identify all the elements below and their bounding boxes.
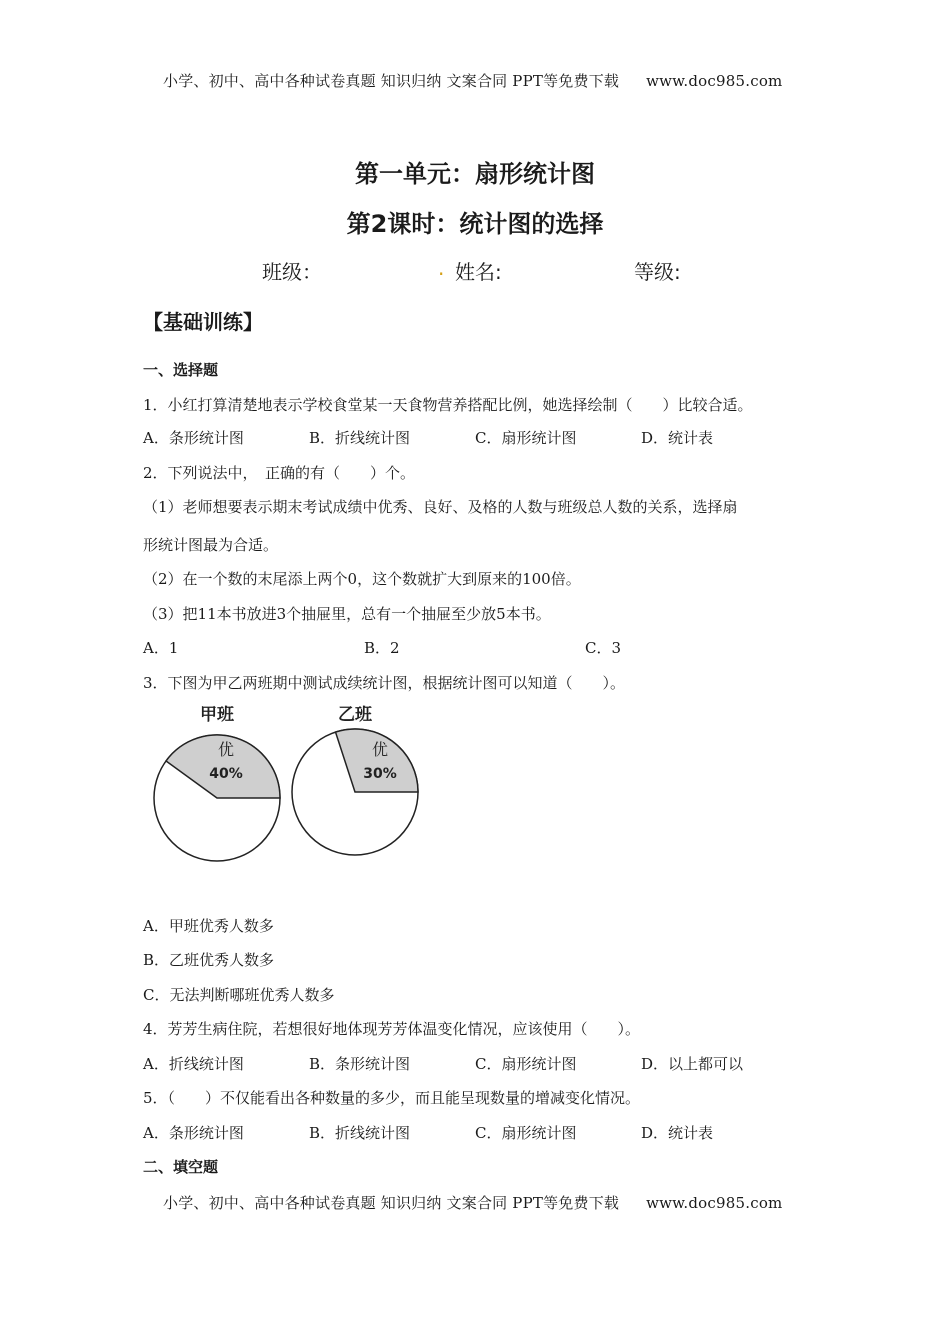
q5-option-b[interactable]: B．折线统计图 (309, 1124, 411, 1142)
q4-option-a[interactable]: A．折线统计图 (143, 1055, 244, 1073)
header-text: 小学、初中、高中各种试卷真题 知识归纳 文案合同 PPT等免费下载 (163, 72, 620, 90)
q3-option-c[interactable]: C．无法判断哪班优秀人数多 (143, 986, 335, 1004)
q3-option-a[interactable]: A．甲班优秀人数多 (143, 917, 274, 935)
q5-option-a[interactable]: A．条形统计图 (143, 1124, 244, 1142)
q5-stem: 5．（ ）不仅能看出各种数量的多少，而且能呈现数量的增减变化情况。 (143, 1089, 641, 1107)
q5-option-d[interactable]: D．统计表 (641, 1124, 714, 1142)
q4-stem: 4．芳芳生病住院，若想很好地体现芳芳体温变化情况，应该使用（ ）。 (143, 1020, 641, 1038)
footer-site[interactable]: www.doc985.com (646, 1194, 783, 1212)
part-fill-heading: 二、填空题 (143, 1158, 219, 1176)
lesson-title: 第2课时：统计图的选择 (346, 210, 604, 238)
q4-option-b[interactable]: B．条形统计图 (309, 1055, 411, 1073)
q3-stem: 3．下图为甲乙两班期中测试成续统计图，根据统计图可以知道（ ）。 (143, 674, 626, 692)
part-choice-heading: 一、选择题 (143, 361, 219, 379)
q2-statement-3: （3）把11本书放进3个抽屉里，总有一个抽屉至少放5本书。 (143, 605, 551, 623)
footer-text: 小学、初中、高中各种试卷真题 知识归纳 文案合同 PPT等免费下载 (163, 1194, 620, 1212)
class-score-pie-charts (140, 698, 440, 876)
q2-option-c[interactable]: C．3 (585, 639, 622, 657)
slice-label-yi: 优 (371, 740, 389, 759)
class-label: 班级： (262, 260, 322, 284)
q1-option-a[interactable]: A．条形统计图 (143, 429, 244, 447)
pie-title-jia: 甲班 (200, 705, 234, 725)
q2-statement-1a: （1）老师想要表示期末考试成绩中优秀、良好、及格的人数与班级总人数的关系，选择扇 (143, 498, 738, 516)
field-dot: . (438, 256, 445, 280)
grade-label: 等级: (634, 260, 681, 284)
section-heading: 【基础训练】 (143, 310, 263, 334)
q1-option-d[interactable]: D．统计表 (641, 429, 714, 447)
name-label: 姓名: (455, 260, 502, 284)
q2-statement-1b: 形统计图最为合适。 (143, 536, 279, 554)
slice-label-jia: 优 (217, 740, 235, 759)
unit-title: 第一单元：扇形统计图 (355, 160, 595, 188)
q1-option-b[interactable]: B．折线统计图 (309, 429, 411, 447)
q1-option-c[interactable]: C．扇形统计图 (475, 429, 577, 447)
pie-chart-class-yi (292, 704, 418, 855)
q2-stem: 2．下列说法中， 正确的有（ ）个。 (143, 464, 416, 482)
slice-value-jia: 40% (209, 766, 243, 782)
q2-option-b[interactable]: B．2 (364, 639, 400, 657)
q2-option-a[interactable]: A．1 (143, 639, 179, 657)
pie-chart-class-jia (154, 704, 280, 861)
pie-title-yi: 乙班 (338, 705, 372, 725)
q3-option-b[interactable]: B．乙班优秀人数多 (143, 951, 275, 969)
q2-statement-2: （2）在一个数的末尾添上两个0，这个数就扩大到原来的100倍。 (143, 570, 581, 588)
slice-value-yi: 30% (363, 766, 397, 782)
q5-option-c[interactable]: C．扇形统计图 (475, 1124, 577, 1142)
q4-option-d[interactable]: D．以上都可以 (641, 1055, 744, 1073)
q4-option-c[interactable]: C．扇形统计图 (475, 1055, 577, 1073)
page-header (163, 70, 782, 91)
header-site[interactable]: www.doc985.com (646, 72, 783, 90)
q1-stem: 1．小红打算清楚地表示学校食堂某一天食物营养搭配比例，她选择绘制（ ）比较合适。 (143, 396, 753, 414)
page-footer (163, 1192, 782, 1213)
